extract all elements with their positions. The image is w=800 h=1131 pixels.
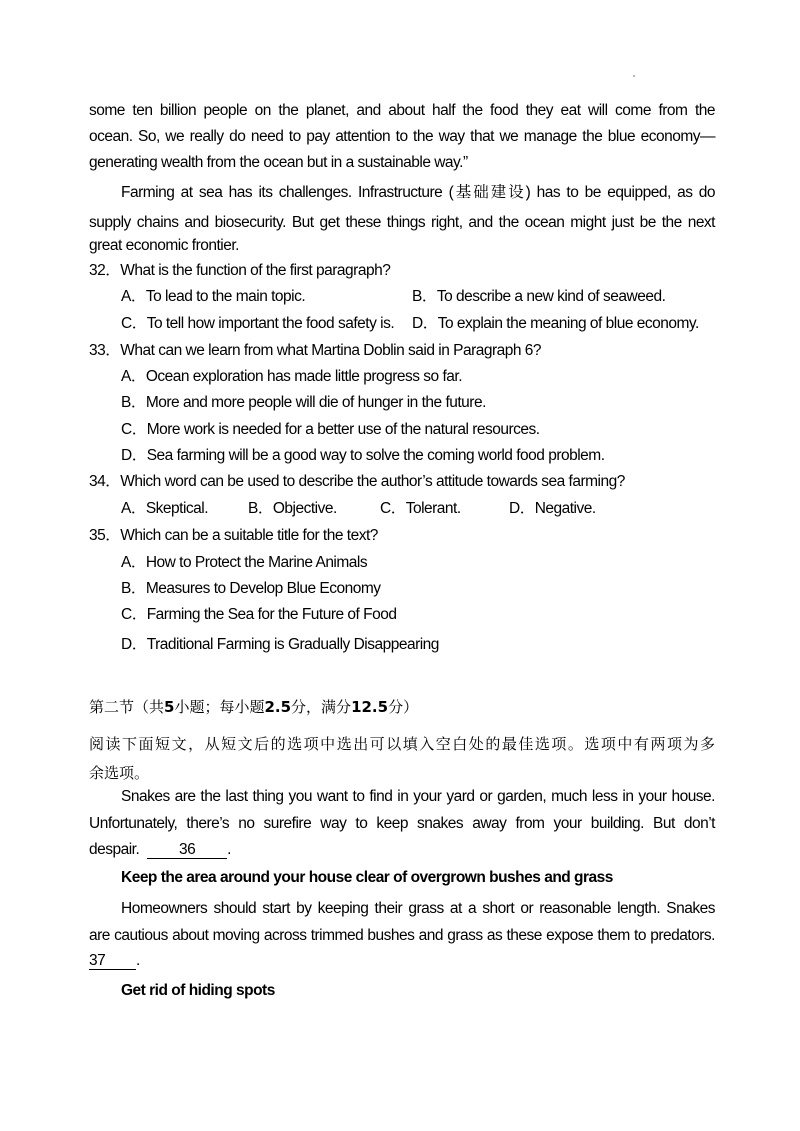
question-stem-34: 34．Which word can be used to describe the author’s attitude towards sea farming? xyxy=(89,473,625,490)
passage-line: some ten billion people on the planet, and about half the food they eat will come from the xyxy=(89,102,715,119)
heading-text: 分） xyxy=(388,698,419,716)
passage-line: supply chains and biosecurity. But get these things right, and the ocean might just be the next xyxy=(89,214,715,231)
passage2-text: . xyxy=(227,841,231,858)
passage-line: Farming at sea has its challenges. Infrastructure (基础建设) has to be equipped, as do xyxy=(121,184,715,201)
option-35-b: B．Measures to Develop Blue Economy xyxy=(121,580,381,597)
subheading: Get rid of hiding spots xyxy=(121,982,275,999)
section-heading xyxy=(89,697,715,717)
passage-line: great economic frontier. xyxy=(89,237,239,254)
heading-count: 5 xyxy=(164,698,175,716)
option-35-d: D．Traditional Farming is Gradually Disappearing xyxy=(121,636,439,653)
option-34-a: A．Skeptical. xyxy=(121,500,209,517)
passage2-line: Unfortunately, there’s no surefire way to keep snakes away from your building. But don’t xyxy=(89,815,715,832)
option-35-a: A．How to Protect the Marine Animals xyxy=(121,554,368,571)
option-35-c: C．Farming the Sea for the Future of Food xyxy=(121,606,397,623)
option-33-b: B．More and more people will die of hunger in the future. xyxy=(121,394,486,411)
heading-text: 小题；每小题 xyxy=(174,698,265,716)
scan-speck xyxy=(633,75,635,77)
passage2-line xyxy=(89,840,715,860)
option-32-b: B．To describe a new kind of seaweed. xyxy=(412,288,666,305)
option-34-c: C．Tolerant. xyxy=(380,500,461,517)
blank-36: 36 xyxy=(147,841,227,859)
passage-line: ocean. So, we really do need to pay attention to the way that we manage the blue economy— xyxy=(89,128,715,145)
heading-text: 第二节（共 xyxy=(89,698,165,716)
heading-score: 2.5 xyxy=(264,698,292,716)
question-stem-35: 35．Which can be a suitable title for the text? xyxy=(89,527,378,544)
passage2-line: Snakes are the last thing you want to find in your yard or garden, much less in your house. xyxy=(121,788,715,805)
option-33-c: C．More work is needed for a better use of the natural resources. xyxy=(121,421,540,438)
subheading: Keep the area around your house clear of overgrown bushes and grass xyxy=(121,869,613,886)
heading-total: 12.5 xyxy=(351,698,389,716)
question-stem-32: 32．What is the function of the first paragraph? xyxy=(89,262,391,279)
option-32-d: D．To explain the meaning of blue economy. xyxy=(412,315,699,332)
passage2-line: Homeowners should start by keeping their grass at a short or reasonable length. Snakes xyxy=(121,900,715,917)
question-stem-33: 33．What can we learn from what Martina Doblin said in Paragraph 6? xyxy=(89,342,542,359)
option-32-c: C．To tell how important the food safety is. xyxy=(121,315,395,332)
option-34-d: D．Negative. xyxy=(509,500,596,517)
heading-text: 分，满分 xyxy=(291,698,352,716)
option-32-a: A．To lead to the main topic. xyxy=(121,288,306,305)
option-33-a: A．Ocean exploration has made little progress so far. xyxy=(121,368,463,385)
option-33-d: D．Sea farming will be a good way to solve the coming world food problem. xyxy=(121,447,605,464)
passage2-line: are cautious about moving across trimmed bushes and grass as these expose them to predators. xyxy=(89,927,715,944)
option-34-b: B．Objective. xyxy=(248,500,337,517)
instruction-line: 阅读下面短文，从短文后的选项中选出可以填入空白处的最佳选项。选项中有两项为多 xyxy=(89,735,715,753)
blank-37: 37 xyxy=(89,952,136,970)
passage2-text: . xyxy=(136,952,140,969)
passage2-line xyxy=(89,951,715,971)
passage-line: generating wealth from the ocean but in a sustainable way.” xyxy=(89,154,468,171)
passage2-text: despair. xyxy=(89,841,140,858)
instruction-line: 余选项。 xyxy=(89,764,150,782)
